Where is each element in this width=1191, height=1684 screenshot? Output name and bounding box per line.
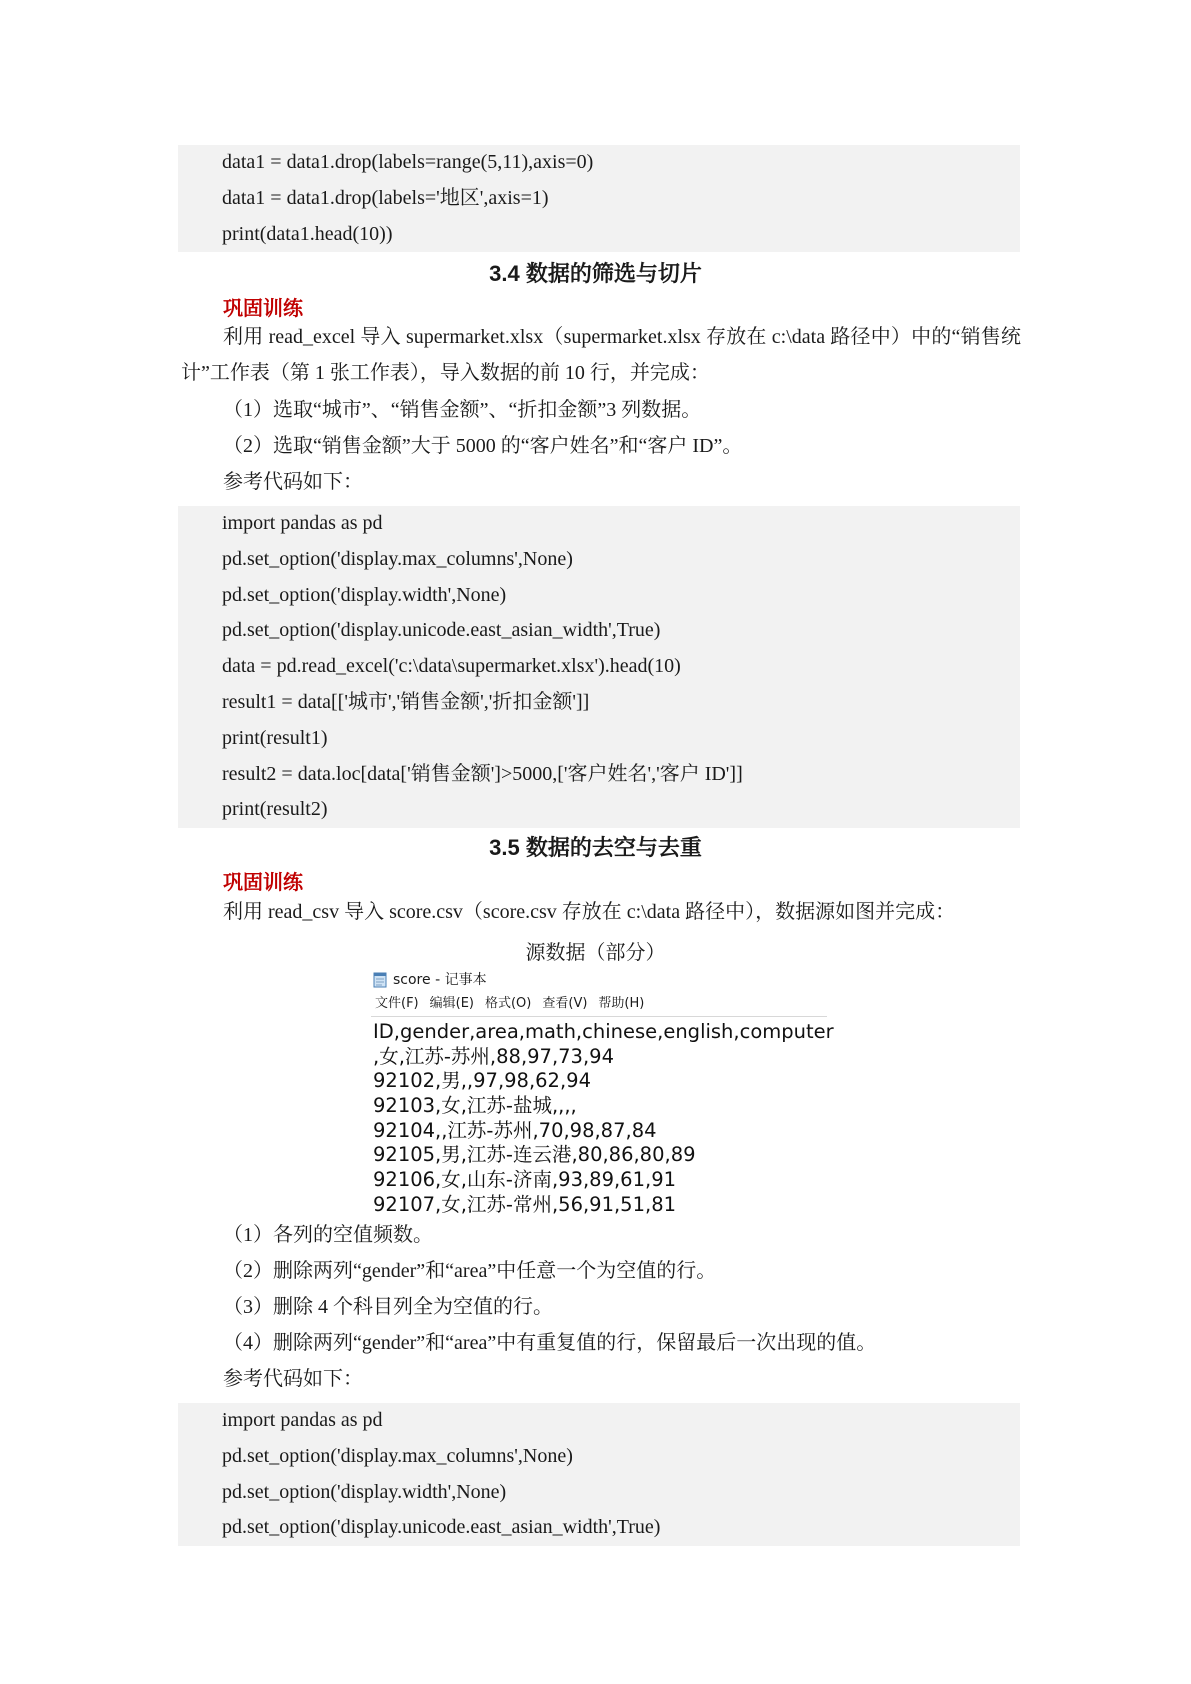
code-line: print(data1.head(10)) xyxy=(222,222,393,245)
code-line: pd.set_option('display.unicode.east_asian_width',True) xyxy=(222,1516,661,1539)
csv-header-line: ID,gender,area,math,chinese,english,computer xyxy=(373,1020,834,1043)
menu-view[interactable]: 查看(V) xyxy=(542,996,588,1011)
menu-format[interactable]: 格式(O) xyxy=(484,996,532,1011)
code-line: pd.set_option('display.width',None) xyxy=(222,1480,507,1503)
csv-row: 92104,,江苏-苏州,70,98,87,84 xyxy=(373,1118,657,1142)
exercise-item: （4）删除两列“gender”和“area”中有重复值的行，保留最后一次出现的值。 xyxy=(223,1332,877,1354)
csv-row: ,女,江苏-苏州,88,97,73,94 xyxy=(373,1044,614,1068)
code-line: data1 = data1.drop(labels=range(5,11),axis=0) xyxy=(222,151,594,173)
menu-edit[interactable]: 编辑(E) xyxy=(429,996,474,1011)
code-line: import pandas as pd xyxy=(222,512,383,534)
menu-divider xyxy=(371,1016,827,1017)
reference-label: 参考代码如下： xyxy=(223,471,363,493)
csv-row: 92106,女,山东-济南,93,89,61,91 xyxy=(373,1168,677,1192)
code-line: import pandas as pd xyxy=(222,1409,383,1431)
exercise-item: （1）各列的空值频数。 xyxy=(223,1224,433,1246)
exercise-item: （2）选取“销售金额”大于 5000 的“客户姓名”和“客户 ID”。 xyxy=(223,435,743,457)
code-line: pd.set_option('display.max_columns',None) xyxy=(222,547,573,570)
csv-row: 92102,男,,97,98,62,94 xyxy=(373,1069,591,1093)
section-heading-3-4: 3.4 数据的筛选与切片 xyxy=(489,261,702,286)
exercise-item: （1）选取“城市”、“销售金额”、“折扣金额”3 列数据。 xyxy=(223,399,702,421)
code-block-drop xyxy=(178,145,1020,252)
notepad-title: score - 记事本 xyxy=(393,972,487,988)
practice-label: 巩固训练 xyxy=(223,296,303,320)
notepad-icon xyxy=(373,972,387,988)
notepad-menubar xyxy=(375,994,655,1014)
practice-label: 巩固训练 xyxy=(223,870,303,894)
code-line: pd.set_option('display.width',None) xyxy=(222,583,507,606)
exercise-item: （2）删除两列“gender”和“area”中任意一个为空值的行。 xyxy=(223,1260,717,1282)
section-heading-3-5: 3.5 数据的去空与去重 xyxy=(489,835,702,860)
csv-row: 92105,男,江苏-连云港,80,86,80,89 xyxy=(373,1143,696,1167)
menu-file[interactable]: 文件(F) xyxy=(375,996,419,1011)
code-line: pd.set_option('display.max_columns',None) xyxy=(222,1444,573,1467)
code-line: result1 = data[['城市','销售金额','折扣金额']] xyxy=(222,690,590,713)
csv-row: 92107,女,江苏-常州,56,91,51,81 xyxy=(373,1192,677,1216)
notepad-screenshot xyxy=(371,969,834,1221)
code-line: print(result2) xyxy=(222,798,328,821)
code-line: data = pd.read_excel('c:\data\supermarket.xlsx').head(10) xyxy=(222,655,681,678)
code-line: result2 = data.loc[data['销售金额']>5000,['客户姓名','客户 ID']] xyxy=(222,762,743,785)
figure-caption: 源数据（部分） xyxy=(525,942,666,964)
csv-row: 92103,女,江苏-盐城,,,, xyxy=(373,1094,577,1118)
menu-help[interactable]: 帮助(H) xyxy=(598,996,645,1011)
exercise-item: （3）删除 4 个科目列全为空值的行。 xyxy=(223,1296,553,1318)
exercise-intro: 利用 read_excel 导入 supermarket.xlsx（supermarket.xlsx 存放在 c:\data 路径中）中的“销售统计”工作表（第 1 张工作表），导入数据的前 10 行，并完成： xyxy=(181,326,1021,384)
exercise-intro: 利用 read_csv 导入 score.csv（score.csv 存放在 c:\data 路径中），数据源如图并完成： xyxy=(223,901,956,923)
code-line: data1 = data1.drop(labels='地区',axis=1) xyxy=(222,186,549,209)
code-line: pd.set_option('display.unicode.east_asian_width',True) xyxy=(222,619,661,642)
code-block-dedupe xyxy=(178,1403,1020,1546)
code-line: print(result1) xyxy=(222,726,328,749)
notepad-text-area[interactable] xyxy=(373,1020,834,1218)
code-block-filter xyxy=(178,506,1020,828)
reference-label: 参考代码如下： xyxy=(223,1368,363,1390)
